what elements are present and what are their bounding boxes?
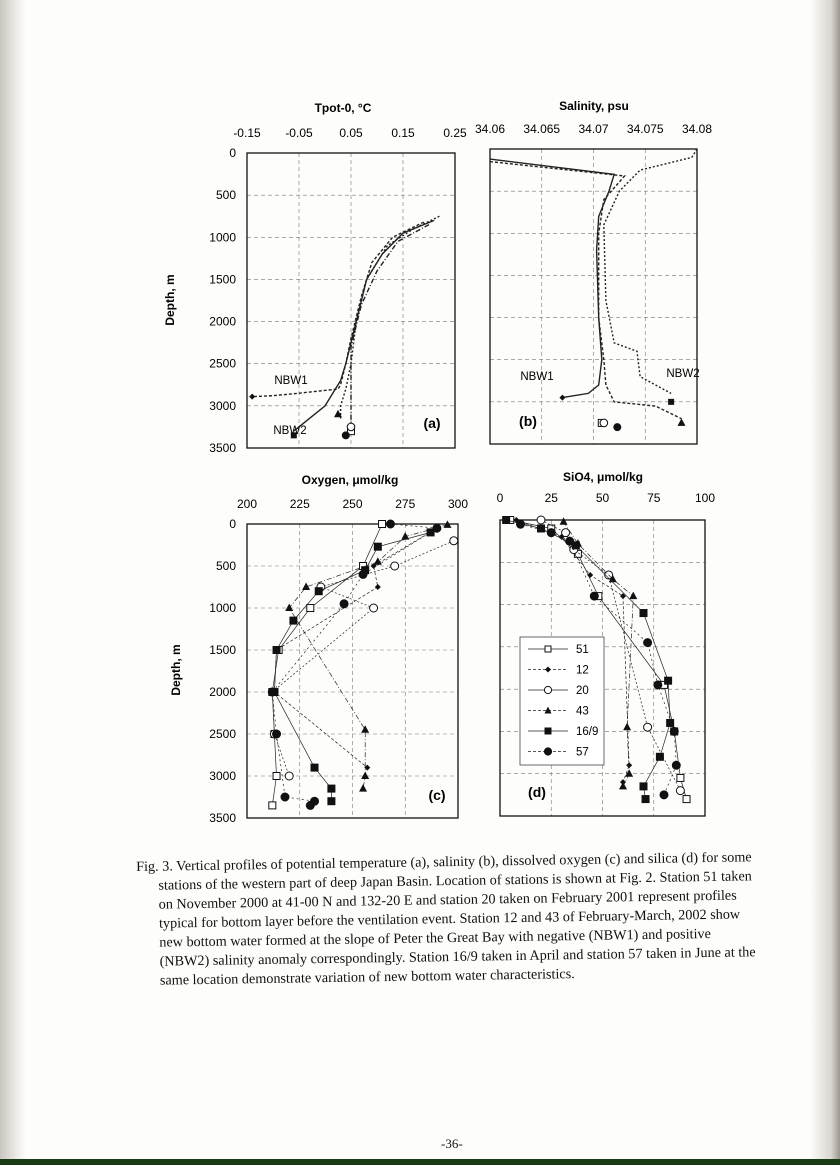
marker-c xyxy=(269,802,276,809)
caption-body: (d) for some stations of the western part of deep Japan Basin. Location of stations is shown at Fig. 2. Station 51 taken on November 2000 at 41-00 N and 132-20 E and station 20 taken on February 2001 represent profiles typical for bottom layer before the ventilation event. Station 12 and 43 of February-March, 2002 show new bottom water formed at the slope of Peter the Great Bay with negative (NBW1) and positive (NBW2) salinity anomaly correspondingly. Station 16/9 taken in April and station 57 taken in June at the same location demonstrate variation of new bottom water characteristics. xyxy=(158,849,756,989)
panel-title-a: Tpot-0, °C xyxy=(314,101,372,115)
marker-d xyxy=(667,719,674,726)
x-tick-label-d: 50 xyxy=(595,491,610,505)
marker-b xyxy=(600,419,608,427)
legend-entry: 20 xyxy=(576,685,589,697)
marker-b xyxy=(668,399,674,405)
marker-c xyxy=(374,557,382,565)
marker-d xyxy=(562,529,570,537)
x-tick-label-a: -0.15 xyxy=(233,126,261,140)
y-tick-label-c: 3000 xyxy=(209,769,236,783)
annotation-b: NBW2 xyxy=(666,368,700,380)
marker-d xyxy=(644,723,652,731)
series-line-b-0 xyxy=(490,159,614,398)
y-tick-label-c: 0 xyxy=(229,517,236,531)
marker-d xyxy=(619,782,627,790)
marker-d xyxy=(677,774,684,781)
marker-d xyxy=(656,753,663,760)
panel-label-b: (b) xyxy=(519,413,537,429)
y-tick-label-c: 1000 xyxy=(209,601,236,615)
panel-title-b: Salinity, psu xyxy=(559,99,629,113)
marker-c xyxy=(307,605,314,612)
marker-d xyxy=(665,677,672,684)
marker-d xyxy=(654,681,662,689)
marker-d xyxy=(629,592,637,600)
legend-entry: 12 xyxy=(576,664,589,677)
x-tick-label-d: 25 xyxy=(544,491,558,505)
panel-title-d: SiO4, μmol/kg xyxy=(562,470,644,484)
marker-a xyxy=(342,431,350,439)
x-tick-label-c: 275 xyxy=(395,497,416,511)
marker-c xyxy=(361,725,369,733)
marker-c xyxy=(273,773,280,780)
page-number: -36- xyxy=(441,1136,463,1151)
marker-d xyxy=(566,537,574,545)
caption-line1: Fig. 3. Vertical profiles of potential temperature (a), salinity (b), dissolved oxygen (c) and silica xyxy=(136,850,679,875)
figure-caption xyxy=(136,848,760,991)
marker-c xyxy=(361,772,369,780)
series-line-a-0 xyxy=(294,220,434,431)
marker-b xyxy=(677,418,685,426)
marker-c xyxy=(290,617,297,624)
x-tick-label-b: 34.065 xyxy=(523,122,561,136)
series-line-b-1 xyxy=(490,162,682,419)
legend-marker xyxy=(545,646,551,652)
marker-c xyxy=(359,784,367,792)
legend-box xyxy=(520,637,604,765)
panel-title-c: Oxygen, μmol/kg xyxy=(301,473,399,487)
panel-label-d: (d) xyxy=(528,784,546,800)
marker-b xyxy=(613,423,621,431)
x-tick-label-d: 0 xyxy=(496,491,504,505)
x-tick-label-b: 34.07 xyxy=(578,122,609,136)
panel-label-a: (a) xyxy=(423,415,441,431)
marker-c xyxy=(328,798,335,805)
page-edge-bottom xyxy=(0,1159,840,1165)
legend-entry: 57 xyxy=(576,746,589,759)
y-tick-label-a: 3500 xyxy=(209,441,236,455)
marker-c xyxy=(379,521,386,528)
marker-d xyxy=(587,572,593,578)
marker-d xyxy=(517,520,525,528)
series-line-a-1 xyxy=(252,222,424,397)
marker-c xyxy=(359,570,367,578)
panel-label-c: (c) xyxy=(428,787,446,803)
marker-a xyxy=(249,394,255,400)
x-tick-label-d: 100 xyxy=(694,491,716,505)
y-tick-label-a: 0 xyxy=(229,146,236,160)
marker-d xyxy=(590,592,598,600)
marker-d xyxy=(644,639,652,647)
marker-d xyxy=(640,610,647,617)
marker-c xyxy=(328,785,335,792)
marker-d xyxy=(640,783,647,790)
marker-d xyxy=(670,727,678,735)
marker-d xyxy=(683,796,690,803)
marker-c xyxy=(386,520,394,528)
x-tick-label-c: 200 xyxy=(236,497,258,511)
annotation-a: NBW2 xyxy=(273,425,307,437)
y-tick-label-a: 500 xyxy=(215,188,236,203)
y-tick-label-c: 2500 xyxy=(209,727,236,741)
x-tick-label-b: 34.06 xyxy=(474,122,506,136)
legend-entry: 43 xyxy=(576,705,589,718)
x-tick-label-c: 225 xyxy=(289,497,310,511)
y-tick-label-a: 2500 xyxy=(209,356,236,371)
legend-marker xyxy=(545,728,551,734)
marker-c xyxy=(285,604,293,612)
marker-c xyxy=(273,730,281,738)
marker-d xyxy=(660,791,668,799)
legend-marker xyxy=(544,748,551,755)
marker-c xyxy=(315,588,322,595)
y-tick-label-a: 1500 xyxy=(209,272,236,287)
marker-d xyxy=(547,529,555,537)
marker-d xyxy=(503,517,510,524)
x-tick-label-c: 250 xyxy=(342,497,363,511)
x-tick-label-d: 75 xyxy=(647,491,661,505)
marker-c xyxy=(391,562,399,570)
y-tick-label-c: 2000 xyxy=(209,685,236,699)
marker-c xyxy=(433,524,441,532)
marker-c xyxy=(306,801,314,809)
marker-d xyxy=(672,761,680,769)
marker-c xyxy=(285,772,293,780)
marker-c xyxy=(370,604,378,612)
marker-c xyxy=(268,688,276,696)
x-tick-label-a: 0.25 xyxy=(443,126,467,140)
marker-c xyxy=(311,764,318,771)
marker-c xyxy=(450,537,458,545)
y-tick-label-c: 500 xyxy=(215,559,236,573)
series-line-a-3 xyxy=(351,225,429,432)
marker-d xyxy=(676,787,684,795)
x-tick-label-a: 0.15 xyxy=(391,126,415,140)
x-tick-label-a: -0.05 xyxy=(285,126,313,140)
marker-d xyxy=(537,516,545,524)
marker-c xyxy=(374,543,381,550)
marker-d xyxy=(538,525,545,532)
legend-marker xyxy=(544,686,551,693)
x-tick-label-c: 300 xyxy=(447,497,469,511)
caption-text xyxy=(136,848,760,991)
y-tick-label-a: 1000 xyxy=(209,230,236,245)
y-axis-label-a: Depth, m xyxy=(163,274,177,326)
y-axis-label-c: Depth, m xyxy=(169,644,183,696)
x-tick-label-b: 34.08 xyxy=(681,122,713,136)
marker-d xyxy=(560,517,568,525)
x-tick-label-b: 34.075 xyxy=(626,122,664,136)
marker-d xyxy=(623,723,631,731)
legend-entry: 16/9 xyxy=(576,726,599,738)
legend-entry: 51 xyxy=(576,644,589,656)
marker-c xyxy=(340,600,348,608)
marker-c xyxy=(281,793,289,801)
x-tick-label-a: 0.05 xyxy=(339,126,363,140)
y-tick-label-a: 3000 xyxy=(209,398,236,413)
y-tick-label-c: 3500 xyxy=(209,811,236,825)
y-tick-label-c: 1500 xyxy=(209,643,236,657)
marker-b xyxy=(559,395,565,401)
marker-c xyxy=(273,647,280,654)
marker-d xyxy=(642,796,649,803)
y-tick-label-a: 2000 xyxy=(209,314,236,329)
series-line-b-2 xyxy=(604,149,700,393)
series-line-c-1 xyxy=(274,528,437,767)
marker-d xyxy=(620,593,626,599)
marker-c xyxy=(375,584,381,590)
marker-a xyxy=(347,423,355,431)
annotation-a: NBW1 xyxy=(274,375,308,387)
annotation-b: NBW1 xyxy=(520,371,554,383)
